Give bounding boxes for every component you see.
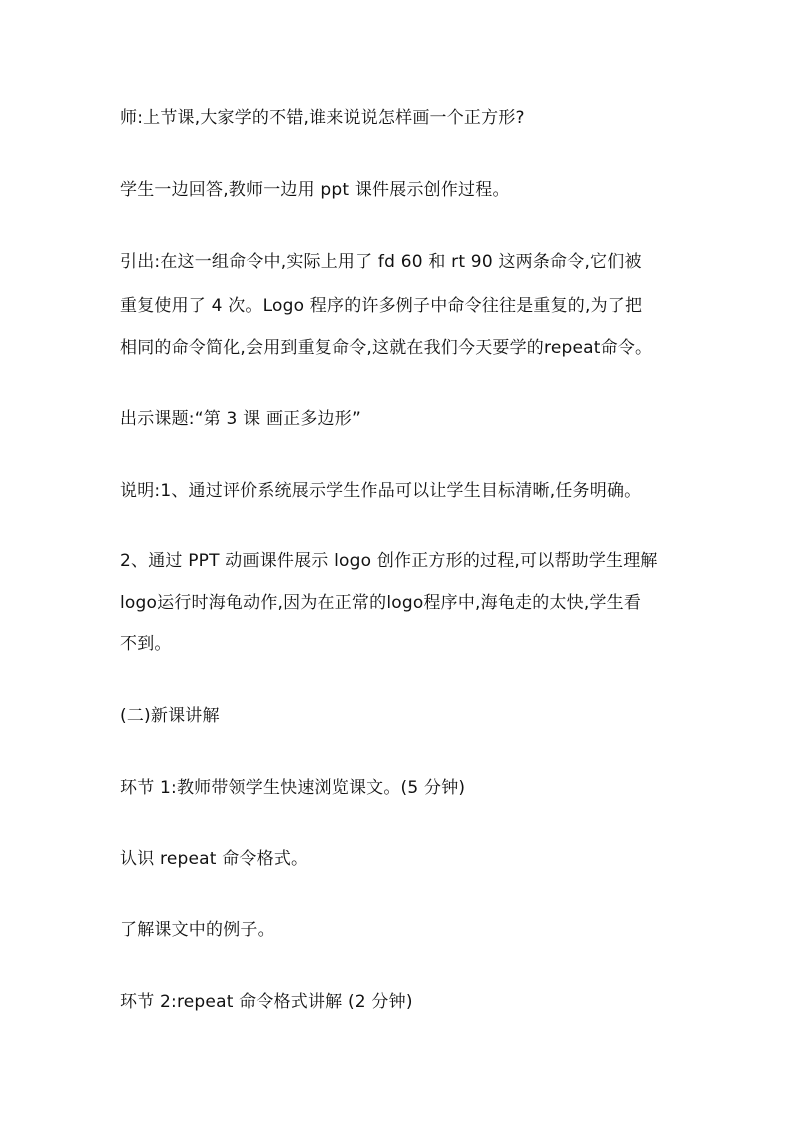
paragraph-examples: 了解课文中的例子。 bbox=[120, 920, 275, 940]
section-heading-new-lesson: (二)新课讲解 bbox=[120, 706, 220, 726]
paragraph-note-1: 说明:1、通过评价系统展示学生作品可以让学生目标清晰,任务明确。 bbox=[120, 481, 642, 501]
paragraph-step-1: 环节 1:教师带领学生快速浏览课文。(5 分钟) bbox=[120, 778, 466, 798]
paragraph-note-2-line-2: logo运行时海龟动作,因为在正常的logo程序中,海龟走的太快,学生看 bbox=[120, 593, 642, 613]
paragraph-repeat-format: 认识 repeat 命令格式。 bbox=[120, 849, 309, 869]
paragraph-step-2: 环节 2:repeat 命令格式讲解 (2 分钟) bbox=[120, 992, 413, 1012]
paragraph-teacher-question: 师:上节课,大家学的不错,谁来说说怎样画一个正方形? bbox=[120, 108, 525, 128]
paragraph-note-2-line-1: 2、通过 PPT 动画课件展示 logo 创作正方形的过程,可以帮助学生理解 bbox=[120, 551, 658, 571]
paragraph-intro-line-3: 相同的命令简化,会用到重复命令,这就在我们今天要学的repeat命令。 bbox=[120, 338, 653, 358]
paragraph-lesson-title: 出示课题:“第 3 课 画正多边形” bbox=[120, 409, 361, 429]
paragraph-intro-line-1: 引出:在这一组命令中,实际上用了 fd 60 和 rt 90 这两条命令,它们被 bbox=[120, 252, 642, 272]
paragraph-student-answer: 学生一边回答,教师一边用 ppt 课件展示创作过程。 bbox=[120, 180, 510, 200]
paragraph-intro-line-2: 重复使用了 4 次。Logo 程序的许多例子中命令往往是重复的,为了把 bbox=[120, 296, 643, 316]
paragraph-note-2-line-3: 不到。 bbox=[120, 634, 172, 654]
